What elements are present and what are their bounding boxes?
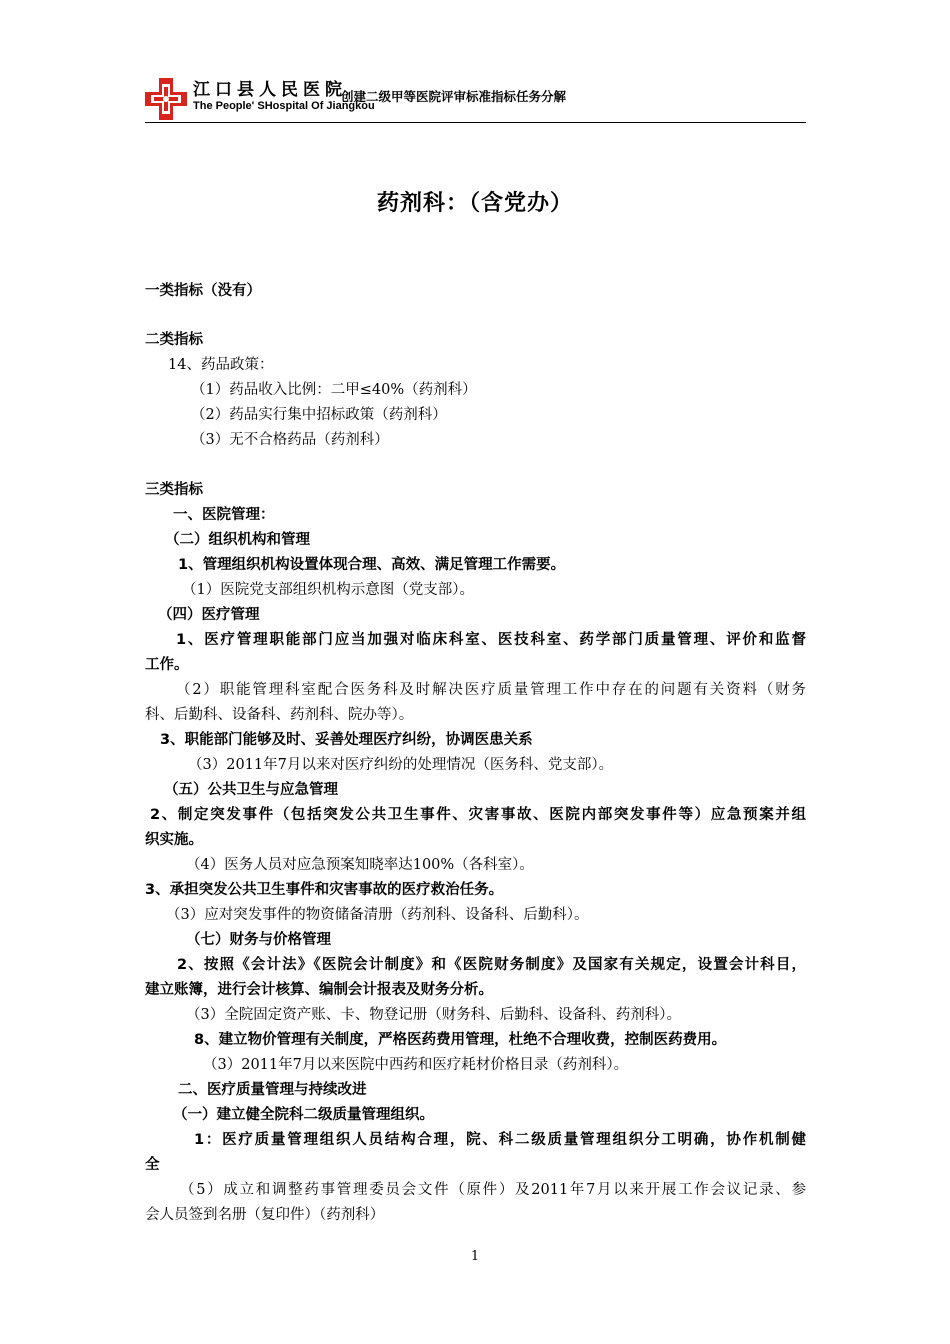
criterion: 3、承担突发公共卫生事件和灾害事故的医疗救治任务。 — [145, 882, 504, 898]
section-heading: 一类指标（没有） — [145, 283, 261, 299]
list-item: 会人员签到名册（复印件）（药剂科） — [145, 1207, 385, 1223]
list-item: （3）应对突发事件的物资储备清册（药剂科、设备科、后勤科）。 — [166, 907, 589, 923]
criterion: 1、管理组织机构设置体现合理、高效、满足管理工作需要。 — [178, 557, 566, 573]
subsection-heading: （二）组织机构和管理 — [165, 532, 310, 548]
section-heading: 三类指标 — [145, 482, 203, 498]
hospital-cross-logo-icon — [145, 78, 187, 120]
subsection-heading: 二、医疗质量管理与持续改进 — [178, 1082, 367, 1098]
subsection-heading: 一、医院管理： — [173, 507, 275, 523]
criterion: 工作。 — [145, 657, 189, 673]
criterion: 织实施。 — [145, 832, 203, 848]
list-item: （1）医院党支部组织机构示意图（党支部）。 — [182, 582, 474, 598]
subsection-heading: （一）建立健全院科二级质量管理组织。 — [173, 1107, 434, 1123]
list-item: （3）全院固定资产账、卡、物登记册（财务科、后勤科、设备科、药剂科）。 — [186, 1007, 681, 1023]
list-item: （1）药品收入比例：二甲≤40%（药剂科） — [191, 382, 477, 398]
criterion: 全 — [145, 1157, 160, 1173]
criterion: 3、职能部门能够及时、妥善处理医疗纠纷，协调医患关系 — [160, 732, 533, 748]
list-item: 14、药品政策： — [168, 357, 274, 373]
list-item: （5）成立和调整药事管理委员会文件（原件）及2011年7月以来开展工作会议记录、参 — [180, 1182, 806, 1198]
page-header — [145, 72, 806, 122]
page-number: 1 — [470, 1249, 480, 1264]
criterion: 1、医疗管理职能部门应当加强对临床科室、医技科室、药学部门质量管理、评价和监督 — [176, 632, 806, 648]
document-title: 创建二级甲等医院评审标准指标任务分解 — [341, 89, 567, 104]
criterion: 2、按照《会计法》《医院会计制度》和《医院财务制度》及国家有关规定，设置会计科目， — [177, 957, 806, 973]
list-item: （3）2011年7月以来医院中西药和医疗耗材价格目录（药剂科）。 — [203, 1057, 629, 1073]
subsection-heading: （四）医疗管理 — [158, 607, 260, 623]
hospital-name-cn: 江口县人民医院 — [193, 80, 347, 100]
hospital-name-en: The People' SHospital Of Jiangkou — [193, 100, 375, 112]
list-item: （3）无不合格药品（药剂科） — [191, 432, 389, 448]
list-item: 科、后勤科、设备科、药剂科、院办等）。 — [145, 707, 414, 723]
header-divider — [145, 122, 806, 123]
criterion: 1：医疗质量管理组织人员结构合理，院、科二级质量管理组织分工明确，协作机制健 — [194, 1132, 806, 1148]
list-item: （2）职能管理科室配合医务科及时解决医疗质量管理工作中存在的问题有关资料（财务 — [176, 682, 806, 698]
subsection-heading: （七）财务与价格管理 — [186, 932, 331, 948]
criterion: 2、制定突发事件（包括突发公共卫生事件、灾害事故、医院内部突发事件等）应急预案并组 — [150, 807, 806, 823]
list-item: （2）药品实行集中招标政策（药剂科） — [191, 407, 447, 423]
subsection-heading: （五）公共卫生与应急管理 — [164, 782, 338, 798]
list-item: （4）医务人员对应急预案知晓率达100%（各科室）。 — [186, 857, 534, 873]
list-item: （3）2011年7月以来对医疗纠纷的处理情况（医务科、党支部）。 — [188, 757, 614, 773]
page-title: 药剂科：（含党办） — [376, 191, 573, 216]
criterion: 8、建立物价管理有关制度，严格医药费用管理，杜绝不合理收费，控制医药费用。 — [194, 1032, 727, 1048]
section-heading: 二类指标 — [145, 332, 203, 348]
criterion: 建立账簿，进行会计核算、编制会计报表及财务分析。 — [145, 982, 493, 998]
